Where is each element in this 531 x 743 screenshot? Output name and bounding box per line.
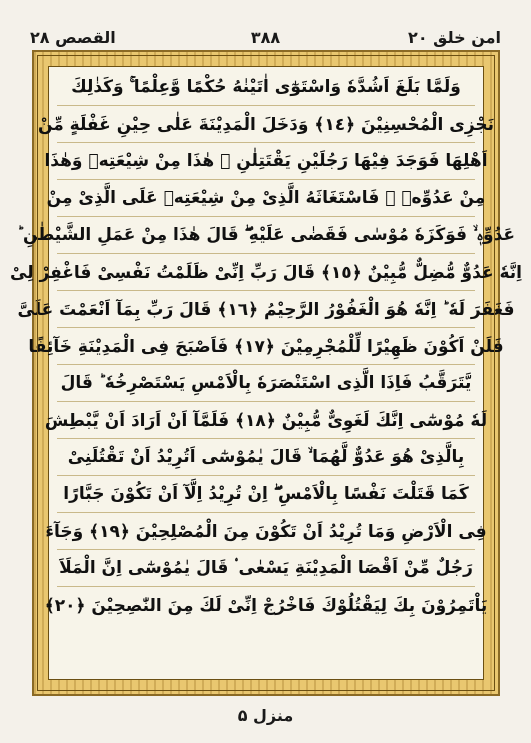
text-line-1: وَلَمَّا بَلَغَ اَشُدَّهٗ وَاسْتَوٰٓى اٰتَيْنٰهُ حُكْمًا وَّعِلْمًا ۚ وَكَذٰلِكَ [57, 69, 475, 106]
text-line-3: اَهْلِهَا فَوَجَدَ فِيْهَا رَجُلَيْنِ يَقْتَتِلٰنِ ۖ هٰذَا مِنْ شِيْعَتِهٖ وَهٰذَا [57, 143, 475, 180]
ornamental-border [10, 50, 522, 696]
text-line-9: يَّتَرَقَّبُ فَاِذَا الَّذِى اسْتَنْصَرَهٗ بِالْاَمْسِ يَسْتَصْرِخُهٗ ؕ قَالَ [57, 365, 475, 402]
text-line-4: مِنْ عَدُوِّهٖ ۚ فَاسْتَغَاثَهُ الَّذِىْ مِنْ شِيْعَتِهٖ عَلَى الَّذِىْ مِنْ [57, 180, 475, 217]
text-line-5: عَدُوِّهٖ ۙ فَوَكَزَهٗ مُوْسٰى فَقَضٰى عَلَيْهِ ۖ قَالَ هٰذَا مِنْ عَمَلِ الشَّيْطٰنِ ؕ [57, 217, 475, 254]
text-line-6: اِنَّهٗ عَدُوٌّ مُّضِلٌّ مُّبِيْنٌ ﴿١٥﴾ قَالَ رَبِّ اِنِّىْ ظَلَمْتُ نَفْسِىْ فَاغْفِرْ لِىْ [57, 254, 475, 291]
juz-name: امن خلق ۲۰ [408, 28, 501, 47]
text-line-7: فَغَفَرَ لَهٗ ؕ اِنَّهٗ هُوَ الْغَفُوْرُ الرَّحِيْمُ ﴿١٦﴾ قَالَ رَبِّ بِمَآ اَنْعَمْتَ عَلَىَّ [57, 291, 475, 328]
text-line-11: بِالَّذِىْ هُوَ عَدُوٌّ لَّهُمَا ۙ قَالَ يٰمُوْسٰٓى اَتُرِيْدُ اَنْ تَقْتُلَنِىْ [57, 439, 475, 476]
text-line-12: كَمَا قَتَلْتَ نَفْسًا بِالْاَمْسِ ۖ اِنْ تُرِيْدُ اِلَّآ اَنْ تَكُوْنَ جَبَّارًا [57, 476, 475, 513]
page-number: ۳۸۸ [250, 28, 281, 47]
text-line-2: نَجْزِى الْمُحْسِنِيْنَ ﴿١٤﴾ وَدَخَلَ الْمَدِيْنَةَ عَلٰى حِيْنِ غَفْلَةٍ مِّنْ [57, 106, 475, 143]
page-header [30, 28, 501, 50]
text-line-10: لَهٗ مُوْسٰٓى اِنَّكَ لَغَوِىٌّ مُّبِيْنٌ ﴿١٨﴾ فَلَمَّآ اَنْ اَرَادَ اَنْ يَّبْطِشَ [57, 402, 475, 439]
text-line-15: يَاْتَمِرُوْنَ بِكَ لِيَقْتُلُوْكَ فَاخْرُجْ اِنِّىْ لَكَ مِنَ النّٰصِحِيْنَ ﴿٢٠﴾ [44, 596, 488, 616]
text-line-14: رَجُلٌ مِّنْ اَقْصَا الْمَدِيْنَةِ يَسْعٰى ۟ قَالَ يٰمُوْسٰٓى اِنَّ الْمَلَاَ [57, 550, 475, 587]
surah-name: القصص ۲۸ [30, 28, 116, 47]
text-panel [10, 66, 522, 680]
text-line-8: فَلَنْ اَكُوْنَ ظَهِيْرًا لِّلْمُجْرِمِيْنَ ﴿١٧﴾ فَاَصْبَحَ فِى الْمَدِيْنَةِ خَآئِفًا [57, 328, 475, 365]
manzil-label: منزل ۵ [237, 706, 294, 725]
text-line-13: فِى الْاَرْضِ وَمَا تُرِيْدُ اَنْ تَكُوْنَ مِنَ الْمُصْلِحِيْنَ ﴿١٩﴾ وَجَآءَ [57, 513, 475, 550]
